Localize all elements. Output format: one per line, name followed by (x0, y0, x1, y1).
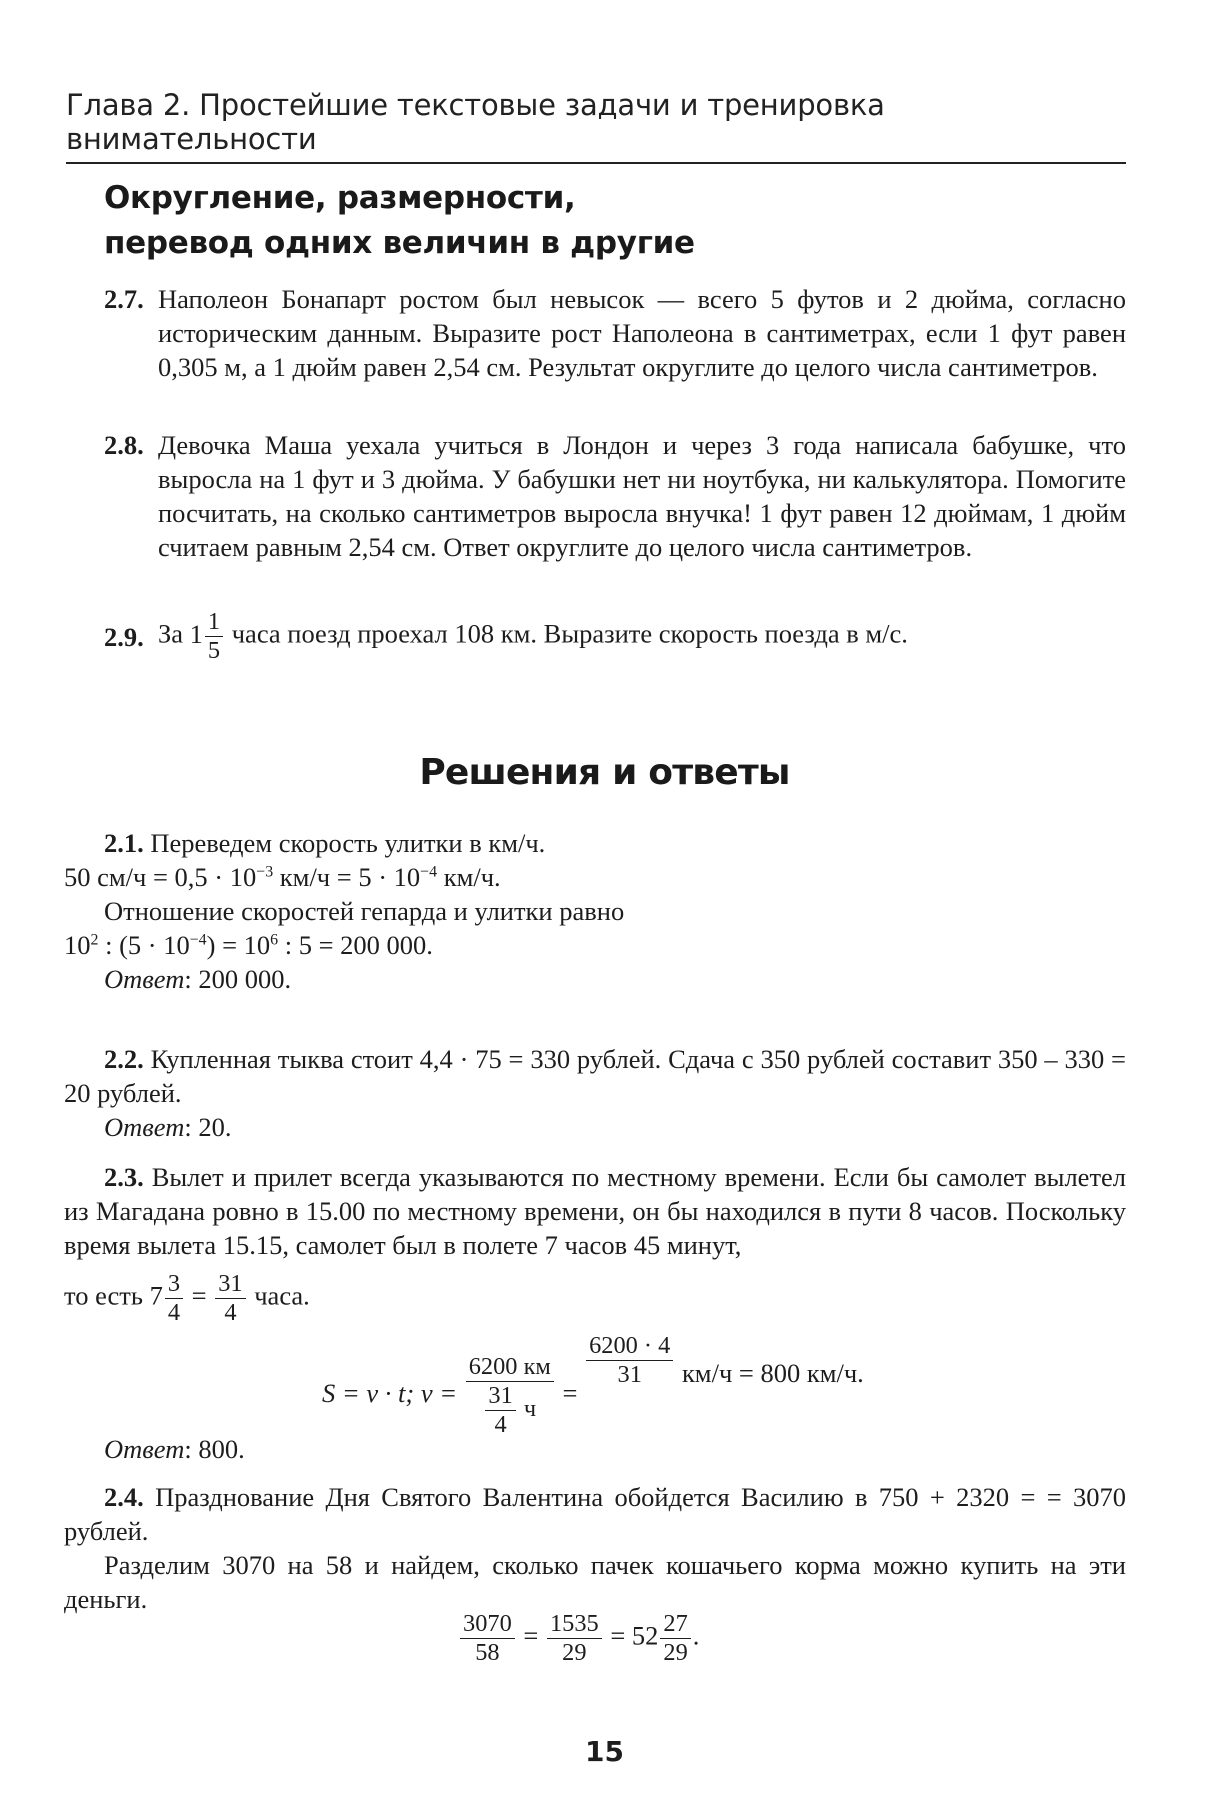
formula-part: км/ч = 5 · 10 (273, 862, 421, 892)
solutions-title: Решения и ответы (419, 752, 790, 793)
numerator: 31 (485, 1382, 515, 1411)
solution-2-4 (64, 1480, 1126, 1616)
text-suffix: часа. (254, 1280, 310, 1311)
answer-label: Ответ (104, 1112, 185, 1142)
solution-sentence: Празднование Дня Святого Валентина обойдется Василию в 750 + 2320 = = 3070 рублей. (64, 1482, 1126, 1546)
fraction (165, 1270, 183, 1327)
problem-number: 2.9. (104, 622, 144, 652)
denominator (466, 1382, 554, 1439)
fraction (205, 608, 223, 665)
equals-sign: = (610, 1620, 626, 1651)
problem-2-9 (104, 608, 1126, 665)
fraction (586, 1332, 673, 1389)
fraction-complex (466, 1353, 554, 1439)
unit: ч (523, 1395, 537, 1423)
exponent: 6 (270, 931, 279, 949)
solution-2-3 (64, 1160, 1126, 1327)
numerator: 31 (215, 1270, 245, 1299)
solution-number: 2.2. (104, 1044, 144, 1074)
solution-sentence: Переведем скорость улитки в км/ч. (150, 828, 546, 858)
formula-part: : (5 · 10 (98, 930, 190, 960)
solution-text-2: Отношение скоростей гепарда и улитки равно (104, 896, 625, 926)
answer-2-3 (64, 1432, 1126, 1466)
period: . (692, 1620, 700, 1651)
chapter-header: Глава 2. Простейшие текстовые задачи и тренировка внимательности (66, 88, 1126, 164)
equals-sign: = (562, 1378, 578, 1409)
fraction (660, 1610, 690, 1667)
denominator: 29 (663, 1639, 688, 1667)
formula-part: 50 см/ч = 0,5 · 10 (64, 862, 257, 892)
section-title-line-2: перевод одних величин в другие (104, 225, 695, 261)
formula-part: S = v · t; v = (322, 1378, 458, 1409)
numerator: 27 (660, 1610, 690, 1639)
formula-part: км/ч. (437, 862, 501, 892)
mixed-whole: 7 (149, 1280, 163, 1311)
problem-text (158, 608, 1126, 665)
solution-text (64, 826, 1126, 860)
mixed-whole: 52 (631, 1620, 659, 1651)
solution-text (64, 1160, 1126, 1262)
exponent: −4 (189, 931, 207, 949)
solution-number: 2.1. (104, 828, 144, 858)
problem-text-end: часа поезд проехал 108 км. Выразите скорость поезда в м/с. (231, 618, 908, 649)
answer (64, 1432, 1126, 1466)
section-title (104, 176, 695, 266)
formula-part: км/ч = 800 км/ч. (681, 1358, 864, 1389)
solution-sentence: Купленная тыква стоит 4,4 · 75 = 330 рублей. Сдача с 350 рублей составит 350 – 330 = 20 рублей. (64, 1044, 1126, 1108)
exponent: −3 (256, 863, 274, 881)
solution-text-2: Разделим 3070 на 58 и найдем, сколько пачек кошачьего корма можно купить на эти деньги. (64, 1550, 1126, 1614)
exponent: −4 (420, 863, 438, 881)
answer (64, 1110, 1126, 1144)
solution-number: 2.3. (104, 1162, 144, 1192)
fraction (547, 1610, 602, 1667)
answer-label: Ответ (104, 964, 185, 994)
solution-2-2 (64, 1042, 1126, 1144)
numerator: 3 (165, 1270, 183, 1299)
denominator: 5 (207, 637, 221, 665)
answer-value: : 20. (184, 1112, 232, 1142)
section-title-line-1: Округление, размерности, (104, 180, 576, 216)
problem-2-7 (104, 282, 1126, 384)
problem-2-8 (104, 428, 1126, 564)
mixed-whole: 1 (189, 618, 203, 649)
exponent: 2 (90, 931, 99, 949)
problem-text: Наполеон Бонапарт ростом был невысок — всего 5 футов и 2 дюйма, согласно историческим данным. Выразите рост Наполеона в сантиметрах, если 1 фут равен 0,305 м, а 1 дюйм равен 2,54 см. Результат округлите до целого числа сантиметров. (158, 284, 1126, 382)
formula-ratio (64, 928, 1126, 962)
numerator: 6200 · 4 (586, 1332, 673, 1361)
denominator: 4 (224, 1299, 237, 1327)
denominator: 29 (562, 1639, 587, 1667)
numerator: 1535 (547, 1610, 602, 1639)
equals-sign: = (191, 1280, 207, 1311)
text-prefix: то есть (64, 1280, 143, 1311)
solution-line-fraction (64, 1270, 1126, 1327)
answer-value: : 800. (184, 1434, 245, 1464)
answer-value: : 200 000. (184, 964, 292, 994)
problem-text-start: За (158, 618, 184, 649)
formula-part: ) = 10 (206, 930, 271, 960)
answer-label: Ответ (104, 1434, 185, 1464)
numerator: 3070 (460, 1610, 515, 1639)
problem-text: Девочка Маша уехала учиться в Лондон и через 3 года написала бабушке, что выросла на 1 фут и 3 дюйма. У бабушки нет ни ноутбука, ни калькулятора. Помогите посчитать, на сколько сантиметров выросла внучка! 1 фут равен 12 дюймам, 1 дюйм считаем равным 2,54 см. Ответ округлите до целого числа сантиметров. (158, 430, 1126, 562)
solution-text (64, 1480, 1126, 1548)
solution-number: 2.4. (104, 1482, 144, 1512)
denominator: 58 (475, 1639, 500, 1667)
denominator: 4 (494, 1410, 507, 1438)
denominator: 31 (617, 1361, 642, 1389)
formula-part: 10 (64, 930, 91, 960)
page-number: 15 (585, 1735, 624, 1768)
numerator: 1 (205, 608, 223, 637)
answer (64, 962, 1126, 996)
solution-2-1 (64, 826, 1126, 996)
formula-speed (322, 1332, 864, 1439)
formula-part: : 5 = 200 000. (278, 930, 433, 960)
fraction (460, 1610, 515, 1667)
formula-division (458, 1610, 699, 1667)
problem-number: 2.8. (104, 430, 144, 460)
equals-sign: = (523, 1620, 539, 1651)
solution-sentence: Вылет и прилет всегда указываются по местному времени. Если бы самолет вылетел из Магадана ровно в 15.00 по местному времени, он бы находился в пути 8 часов. Поскольку время вылета 15.15, самолет был в полете 7 часов 45 минут, (64, 1162, 1127, 1260)
formula-snail-speed (64, 860, 1126, 894)
inner-fraction (485, 1382, 515, 1439)
denominator: 4 (167, 1299, 181, 1327)
numerator: 6200 км (466, 1353, 554, 1382)
fraction (215, 1270, 245, 1327)
problem-number: 2.7. (104, 284, 144, 314)
solution-text (64, 1042, 1126, 1110)
mixed-number (189, 608, 225, 665)
